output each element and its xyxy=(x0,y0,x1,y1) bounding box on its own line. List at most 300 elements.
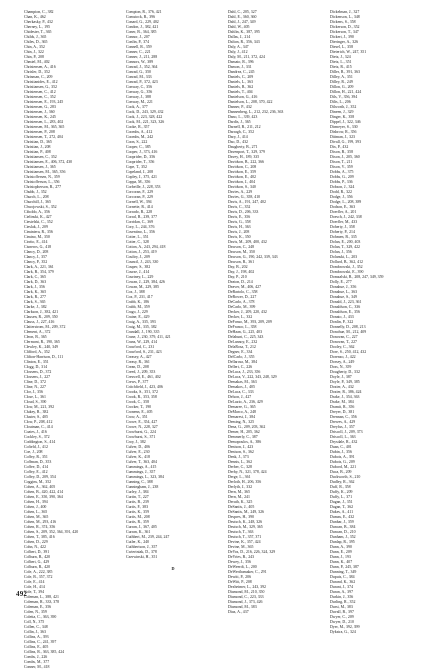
index-entry: Dieterich, W., 247, 351 xyxy=(330,50,367,54)
index-entry: Chin, A., 352 xyxy=(24,45,45,49)
index-entry: Chin, P., 208 xyxy=(24,55,44,59)
index-entry: Coleman, E., 356 xyxy=(24,605,52,609)
index-entry: Demakas, M., 363 xyxy=(228,380,257,384)
index-entry: Dubois, G., 209 xyxy=(330,460,355,464)
index-entry: Christian, P., 408 xyxy=(24,150,51,154)
index-entry: Cunningham, J., 238 xyxy=(126,485,159,489)
index-entry: Curtis, B., 239 xyxy=(126,500,149,504)
index-entry: Churchill, J., 365 xyxy=(24,200,51,204)
index-entry: Cisneros, G., 418 xyxy=(24,245,52,249)
index-entry: Clow, M., 221, 392 xyxy=(24,405,55,409)
index-entry: Christensen, P., 208 xyxy=(24,130,55,134)
index-entry: Damato, R., 396 xyxy=(228,60,254,64)
index-entry: Dawson, M., 350 xyxy=(228,250,255,254)
index-entry: Coultry, J., 209 xyxy=(126,255,150,259)
index-entry: Damon, J., 331 xyxy=(228,65,252,69)
index-entry: DeSantis, J., 405 xyxy=(228,505,255,509)
index-entry: Doherty, J., 358 xyxy=(330,225,355,229)
index-entry: DeFonso, M., 393, 209, 209 xyxy=(228,320,272,324)
index-entry: Davis, A., 191, 247, 402 xyxy=(228,200,266,204)
index-entry: Dano, L., 339, 423 xyxy=(228,115,258,119)
index-entry: Diamond, C., 223, 333 xyxy=(228,595,264,599)
index-entry: Dobbs, P., 336 xyxy=(330,180,353,184)
index-entry: Culver, K., 418 xyxy=(126,455,150,459)
index-entry: Durkin, J., 356 xyxy=(330,595,354,599)
index-entry: Curtin, T., 227 xyxy=(126,495,149,499)
index-entry: Clossens, J., 227 xyxy=(24,375,51,379)
index-entry: Dugan, J., 351 xyxy=(330,500,353,504)
index-entry: Dugan, T., 362 xyxy=(330,505,354,509)
index-entry: Cooprider, D., 356 xyxy=(126,155,156,159)
index-entry: Crane, J., 230, 379, 411, 421 xyxy=(126,335,171,339)
index-entry: Duff, R., 358 xyxy=(330,485,351,489)
index-entry: Dewitt, P., 206 xyxy=(228,575,252,579)
index-entry: Danner, P., 432 xyxy=(228,105,252,109)
index-entry: Dunn, P., 245, 387 xyxy=(330,565,359,569)
index-entry: Christensen, T., 272, 404 xyxy=(24,135,63,139)
index-entry: Dern, M., 365 xyxy=(228,490,250,494)
index-entry: Coffman, D., 353 xyxy=(24,460,52,464)
index-entry: Dubin, J., 356 xyxy=(330,450,352,454)
index-entry: Clukey, R., 382 xyxy=(24,410,49,414)
index-entry: Davis, H., 363 xyxy=(228,225,251,229)
index-entry: Clermont, R., 190, 365 xyxy=(24,340,60,344)
index-entry: Dodd, R., 322 xyxy=(330,190,352,194)
index-entry: Denison, S., 362 xyxy=(228,450,254,454)
index-entry: Dougherty, D., 332 xyxy=(330,370,360,374)
index-entry: Corridan, C., 369 xyxy=(126,220,154,224)
index-column-1 xyxy=(24,10,118,669)
index-entry: Conway, M., 221 xyxy=(126,100,153,104)
index-entry: Diamond, M., 383 xyxy=(228,605,257,609)
index-entry: Conway, J., 388 xyxy=(126,95,151,99)
index-entry: Cieslak, J., 209 xyxy=(24,225,48,229)
index-entry: Coates, J., 416 xyxy=(24,430,47,434)
index-entry: Dickens, S., 358 xyxy=(330,20,356,24)
index-entry: Corral, R., 239, 377 xyxy=(126,215,158,219)
index-entry: Cummings, J., 357 xyxy=(126,470,156,474)
index-entry: Demakos, J., 405 xyxy=(228,385,255,389)
index-entry: Daly, J., 412 xyxy=(228,50,248,54)
index-entry: Ciboldo, A., 356 xyxy=(24,210,50,214)
index-entry: DeLuca, V., 222, 343, 248, 329 xyxy=(228,375,277,379)
index-entry: Cotton, J., 253, 419 xyxy=(126,250,157,254)
index-entry: Chrisman, C., 209 xyxy=(24,75,53,79)
index-entry: Denison, J., 423 xyxy=(228,445,254,449)
index-entry: Cook, J., 223, 328, 422 xyxy=(126,115,163,119)
index-entry: Dickenson, L., 348 xyxy=(330,15,360,19)
index-entry: Cole, A., 222, 385 xyxy=(24,570,53,574)
index-entry: Colbert, G., 429 xyxy=(24,560,50,564)
index-entry: Dillon, H., 221, 424 xyxy=(330,90,362,94)
index-entry: Decker, J., 209, 220, 432 xyxy=(228,310,267,314)
index-entry: Cuthbertson, J., 357 xyxy=(126,545,158,549)
index-entry: Diesel, L., 358 xyxy=(330,45,354,49)
index-entry: Curtis, K., 359 xyxy=(126,510,150,514)
index-entry: Domzalski, B., 208, 247, 349, 359 xyxy=(330,275,384,279)
index-entry: Curtis, R., 359 xyxy=(126,520,149,524)
index-entry: Cunning, C., 388 xyxy=(126,480,153,484)
index-entry: Champion, C., 382 xyxy=(24,10,54,14)
index-entry: Clow, P., 208, 412 xyxy=(24,420,53,424)
index-entry: Doerfler, A., 201 xyxy=(330,210,357,214)
index-entry: Crabb, M., 359 xyxy=(126,305,150,309)
index-entry: DeWerthamaker, C., 291 xyxy=(228,570,267,574)
index-entry: Delson, J., 427 xyxy=(228,395,252,399)
index-entry: Colburn, R., 420 xyxy=(24,565,51,569)
index-entry: Daniels, T., 404 xyxy=(228,90,253,94)
index-entry: Cohen, H., 394 xyxy=(24,500,48,504)
index-entry: Crooks, S., 351, 372 xyxy=(126,390,158,394)
index-entry: Cummings, L., 323, 384 xyxy=(126,475,164,479)
index-entry: Cline, N., 227 xyxy=(24,385,46,389)
index-entry: Dennis, L., 362 xyxy=(228,460,253,464)
index-entry: Childs, J., 365 xyxy=(24,35,47,39)
index-entry: Coffee, D., 414 xyxy=(24,465,49,469)
index-entry: Clark, C., 365 xyxy=(24,275,46,279)
index-entry: Dillon, G., 209 xyxy=(330,85,354,89)
index-entry: Dawson, G., 190, 242, 339, 343 xyxy=(228,255,278,259)
index-entry: DelaRosa, T., 212 xyxy=(228,345,256,349)
index-entry: Davis, J., 208 xyxy=(228,230,250,234)
index-entry: Compton, R., 376, 421 xyxy=(126,10,162,14)
index-entry: Craig, A., 335, 393 xyxy=(126,320,156,324)
index-entry: Dary, J., 414 xyxy=(228,135,248,139)
index-entry: Collins, A., 393 xyxy=(24,635,49,639)
index-entry: Dobbs, A., 375 xyxy=(330,170,354,174)
index-entry: Daniels, R., 362 xyxy=(228,85,254,89)
index-entry: Collins, R., 363, 385, 424 xyxy=(24,650,65,654)
index-entry: Derlyth, J., 332 xyxy=(228,485,253,489)
index-entry: DeLannoy, E., 232 xyxy=(228,340,258,344)
index-entry: Dawson, C., 248 xyxy=(228,245,255,249)
index-entry: Cornell, W., 394 xyxy=(126,200,152,204)
index-entry: Divall, G., 199, 393 xyxy=(330,140,362,144)
index-entry: Durand, K., 362 xyxy=(330,580,356,584)
index-entry: Connor, J., 207 xyxy=(126,35,150,39)
index-entry: Derber, C., 328 xyxy=(228,465,252,469)
index-entry: DeWeerdt, L., 200 xyxy=(228,565,257,569)
index-entry: Dils, V., 356, 394 xyxy=(330,95,358,99)
index-entry: Colen, N., 359 xyxy=(24,610,47,614)
index-entry: Colbert, D., 391 xyxy=(24,550,50,554)
index-entry: Collen, C., 348 xyxy=(24,625,48,629)
index-entry: Clark, A., 221, 361 xyxy=(24,265,54,269)
index-entry: Clark, S., 365 xyxy=(24,300,46,304)
index-entry: Cook, D., 243, 329, 432 xyxy=(126,110,164,114)
index-entry: Crowhurst, S., 371 xyxy=(126,435,156,439)
index-entry: Duran, A., 397 xyxy=(330,590,354,594)
index-entry: Connell, R., 359 xyxy=(126,45,152,49)
index-entry: Duvall, B., 397 xyxy=(330,610,354,614)
index-entry: Dexheimer, L., 243, 392 xyxy=(228,585,266,589)
index-entry: Cronenn, E., 405 xyxy=(126,410,153,414)
index-entry: Coffey, D., 209, 354 xyxy=(24,475,56,479)
index-entry: Donato, J., 433 xyxy=(330,315,354,319)
index-entry: Cohen, M., 365 xyxy=(24,515,49,519)
index-entry: Dixon, V., 359 xyxy=(330,165,353,169)
index-entry: Conner, J., 211, 288 xyxy=(126,55,158,59)
index-entry: Deutsch, K., 248, 326 xyxy=(228,520,263,524)
index-entry: Colburn, B., 420 xyxy=(24,555,51,559)
index-entry: Dolan, E., 200, 403 xyxy=(330,240,361,244)
index-entry: Crawford, S., 231, 423 xyxy=(126,350,162,354)
index-entry: Coffey, E., 412 xyxy=(24,470,48,474)
index-entry: Deutsch, T., 363 xyxy=(228,530,254,534)
index-entry: Connors, W., 389 xyxy=(126,60,154,64)
index-column-4 xyxy=(330,10,424,634)
index-entry: Cotter, L., 351 xyxy=(126,235,149,239)
index-entry: Clancy, P., 352 xyxy=(24,260,48,264)
index-entry: Conlin, P., 374 xyxy=(126,40,150,44)
index-entry: Dozier, R., 386, 424 xyxy=(330,390,362,394)
index-entry: Dunn, K., 407 xyxy=(330,560,353,564)
index-entry: Dreyer, D., 381 xyxy=(330,410,355,414)
index-entry: Chan, K., 462 xyxy=(24,15,46,19)
index-entry: Coffey, R., 351 xyxy=(24,455,48,459)
index-entry: Diller, R., 391, 363 xyxy=(330,70,360,74)
index-entry: Cotton, A., 243, 294, 418 xyxy=(126,245,166,249)
index-entry: Dunn, E., 209 xyxy=(330,550,352,554)
index-entry: Daniels, C., 209 xyxy=(228,75,254,79)
index-entry: Couper, S., 382 xyxy=(126,265,151,269)
index-entry: Davis, C., 352 xyxy=(228,205,251,209)
index-entry: Dao, D., 432 xyxy=(228,140,248,144)
index-entry: DeMarco, A., 248 xyxy=(228,410,256,414)
index-entry: Cox, P., 231, 417 xyxy=(126,295,153,299)
index-entry: Dern, M., 241 xyxy=(228,495,250,499)
index-entry: Duncan, B., 384 xyxy=(330,525,356,529)
index-entry: Creasey, A., 427 xyxy=(126,355,152,359)
index-entry: Davey, H., 189, 335 xyxy=(228,155,260,159)
index-entry: Cohen, B., 420, 422, 414 xyxy=(24,490,64,494)
index-entry: Conrad, M., 333 xyxy=(126,75,152,79)
index-entry: Culver, E., 230 xyxy=(126,450,150,454)
index-entry: Dewey, J., 356 xyxy=(228,560,251,564)
page-number: 492 xyxy=(16,590,28,598)
index-entry: Chin, J., 322 xyxy=(24,50,44,54)
index-entry: Crook, C., 358 xyxy=(126,400,150,404)
index-entry: Dena, G., 209, 203, 362 xyxy=(228,425,266,429)
index-entry: Drake, M., 384 xyxy=(330,400,354,404)
index-entry: Davis, D., 206, 333 xyxy=(228,210,259,214)
index-entry: Dahlin, K., 387, 395 xyxy=(228,30,260,34)
index-entry: Dombrowski, E., 390 xyxy=(330,270,364,274)
index-entry: Dore, S., 250, 412, 432 xyxy=(330,350,367,354)
index-entry: Christensen, G., 283 xyxy=(24,105,56,109)
index-entry: Deutsch, M., 329, 365 xyxy=(228,525,263,529)
index-entry: Cole, T., 394 xyxy=(24,590,45,594)
index-entry: Coppa, M., 356 xyxy=(126,180,151,184)
index-entry: Conrad, P., 372, 423 xyxy=(126,80,158,84)
index-entry: Derby, N., 321, 378, 424 xyxy=(228,470,267,474)
index-entry: Cimino, M., 350 xyxy=(24,235,50,239)
index-entry: Daly, A., 347 xyxy=(228,45,249,49)
index-entry: Conner, C., 221 xyxy=(126,50,151,54)
index-entry: Dirmeyer, S., 330 xyxy=(330,125,358,129)
index-entry: Cockley, S., 372 xyxy=(24,435,50,439)
index-entry: Comstock, R., 396 xyxy=(126,15,156,19)
index-entry: Dubord, M., 221 xyxy=(330,465,357,469)
index-entry: Chmiel, M., 402 xyxy=(24,60,50,64)
index-entry: Davis, K., 350 xyxy=(228,235,251,239)
index-entry: Christensen, M., 365, 365 xyxy=(24,125,65,129)
index-entry: Deaton, D., 214 xyxy=(228,280,253,284)
index-entry: Cole, H., 414 xyxy=(24,585,45,589)
index-entry: Dodge, J., 356 xyxy=(330,195,353,199)
index-entry: Cotter, C., 328 xyxy=(126,240,149,244)
index-entry: Cluster, S., 405 xyxy=(24,415,48,419)
index-entry: Cole, E., 414 xyxy=(24,580,45,584)
index-entry: Dahl, E., 360, 360 xyxy=(228,15,257,19)
index-entry: Coll, N., 375 xyxy=(24,620,45,624)
index-entry: Dobbs, G., 209 xyxy=(330,175,354,179)
index-entry: Crews, P., 377 xyxy=(126,380,149,384)
index-entry: Dippel, J., 322, 346 xyxy=(330,120,361,124)
index-entry: Day, J., 198, 402 xyxy=(228,270,255,274)
index-entry: Combs, J., 226 xyxy=(24,655,48,659)
index-entry: Duffy, K., 209 xyxy=(330,490,353,494)
index-entry: Cutler, K., 240 xyxy=(126,540,150,544)
index-entry: Cohen, E., 350, 390, 364 xyxy=(24,495,63,499)
index-entry: Christensen, E., 193, 245 xyxy=(24,100,64,104)
index-entry: Dykstra, G., 324 xyxy=(330,630,356,634)
index-entry: Doyle, P., 349, 385 xyxy=(330,380,360,384)
index-entry: Chubb, J., 352 xyxy=(24,190,47,194)
index-entry: Chrisler, D., 352 xyxy=(24,70,50,74)
index-entry: Devine, K., 357, 424 xyxy=(228,540,261,544)
index-entry: Cherkasky, P., 432 xyxy=(24,20,53,24)
index-entry: Coddington, S., 414 xyxy=(24,440,56,444)
index-entry: Doerfler, M., 433 xyxy=(330,220,358,224)
index-entry: Cohen, L., 365 xyxy=(24,510,48,514)
index-entry: Curtis, F., 383 xyxy=(126,505,149,509)
index-entry: Christopherson, R., 277 xyxy=(24,185,62,189)
index-entry: Culver, T., 363, 404 xyxy=(126,460,157,464)
index-entry: Dreyfus, J., 357 xyxy=(330,425,355,429)
index-entry: Czerwinski, H., 351 xyxy=(126,555,158,559)
index-entry: Dukes, A., 411 xyxy=(330,510,354,514)
index-entry: Clark, J., 356 xyxy=(24,285,45,289)
index-entry: Dooley, C., 362 xyxy=(330,345,355,349)
index-entry: Dahl, J., 247, 349 xyxy=(228,20,256,24)
index-entry: Dinger, K., 358 xyxy=(330,115,355,119)
index-entry: Dietz, R., 415 xyxy=(330,65,352,69)
index-entry: Dunbar, J., 359 xyxy=(330,520,354,524)
index-entry: Doesch, J., 242, 338 xyxy=(330,215,362,219)
index-entry: Church, L., 208 xyxy=(24,195,49,199)
index-entry: Dahl, C., 205, 327 xyxy=(228,10,257,14)
index-entry: Donaldson, C., 336 xyxy=(330,305,361,309)
index-entry: DeSantis, M., 249, 326 xyxy=(228,510,264,514)
index-entry: Deaver, M., 406, 427 xyxy=(228,285,262,289)
index-entry: Daniels, L., 363 xyxy=(228,80,253,84)
index-entry: Donohue, M., 212, 409 xyxy=(330,330,367,334)
index-entry: Cook, M., 221, 323, 326 xyxy=(126,120,165,124)
index-entry: Crabb, K., 186 xyxy=(126,300,150,304)
index-entry: Davidson, E., 402 xyxy=(228,175,256,179)
index-entry: Cohen, D., 229 xyxy=(24,540,48,544)
index-entry: Devine, M., 365 xyxy=(228,545,254,549)
index-entry: Clark, B., 354, 379 xyxy=(24,270,54,274)
index-entry: Clauss, J., 227, 416 xyxy=(24,320,55,324)
index-entry: Culver, D., 406 xyxy=(126,445,150,449)
index-entry: Curran, J., 367, 405 xyxy=(126,525,157,529)
index-entry: Clancy, D., 208 xyxy=(24,250,49,254)
index-entry: Christian, J., 208 xyxy=(24,145,51,149)
index-entry: DeBartolo, C., 358 xyxy=(228,290,258,294)
index-entry: DeVos, D., 216, 226, 324, 329 xyxy=(228,550,276,554)
index-entry: Davidson, E., 359 xyxy=(228,170,256,174)
index-entry: Drewes, A., 429 xyxy=(330,420,356,424)
index-entry: Copley, J., 375, 421 xyxy=(126,175,157,179)
index-entry: Christensen, J., 360 xyxy=(24,110,55,114)
index-entry: Day, B., 202 xyxy=(228,265,248,269)
index-entry: Cohen, M., 293, 416 xyxy=(24,520,57,524)
index-entry: Davidson, J., 404 xyxy=(228,180,256,184)
index-entry: Cohen, R., 374, 356 xyxy=(24,525,56,529)
index-entry: Dolly, E., 277 xyxy=(330,280,352,284)
index-entry: DeFranco, L., 358 xyxy=(228,325,257,329)
index-entry: Donahue, L., 363 xyxy=(330,290,358,294)
index-entry: DelCarlo, J., 355 xyxy=(228,355,255,359)
index-entry: Cline, D., 372 xyxy=(24,380,46,384)
index-entry: DeCarlo, M., 399 xyxy=(228,305,256,309)
index-entry: Cornette, R., 414 xyxy=(126,205,153,209)
index-entry: Donahue, S., 349 xyxy=(330,295,357,299)
index-entry: Cleon, B., 365 xyxy=(24,335,47,339)
index-entry: Conrad, J., 352, 364 xyxy=(126,65,158,69)
index-entry: Davis, M., 209, 400, 432 xyxy=(228,240,267,244)
index-entry: Cohen, S., 209, 352, 364, 391, 420 xyxy=(24,530,79,534)
index-entry: Dolan, J., 356 xyxy=(330,250,352,254)
index-entry: Clausen, R., 209, 350 xyxy=(24,315,58,319)
index-entry: Drake, J., 354, 363 xyxy=(330,395,360,399)
index-entry: Dramit, R., 356 xyxy=(330,405,355,409)
index-entry: Durst, M., 383 xyxy=(330,605,353,609)
index-entry: Despres, H., 390 xyxy=(228,515,255,519)
index-entry: Courtney, L., 229 xyxy=(126,275,154,279)
index-entry: Corbeille, J., 228, 353 xyxy=(126,185,161,189)
index-entry: Conrad, G., 350 xyxy=(126,70,151,74)
index-entry: Demmerly, C., 387 xyxy=(228,435,258,439)
index-entry: Conner, M., 418 xyxy=(24,665,50,669)
index-entry: Christensen, C., 412 xyxy=(24,90,56,94)
index-entry: Dandrea, C., 245 xyxy=(228,70,255,74)
index-entry: Christiansen, E., 406, 372, 430 xyxy=(24,160,73,164)
index-entry: Cohn, N., 422 xyxy=(24,545,46,549)
index-entry: Dilley, A., 351 xyxy=(330,75,353,79)
index-entry: Coleman, L., 388, 421 xyxy=(24,595,59,599)
index-entry: Crowe, E., 354, 427 xyxy=(126,420,158,424)
index-entry: Dudley, R., 362 xyxy=(330,480,355,484)
index-entry: Dannenberg, L., 212, 232, 236, 363 xyxy=(228,110,284,114)
index-entry: Creswell, E., 461, 402 xyxy=(126,375,161,379)
index-entry: Dunn, A., 390 xyxy=(330,545,352,549)
index-entry: Condon, J., 382, 421 xyxy=(126,25,159,29)
index-entry: Deruth, K., 325 xyxy=(228,500,253,504)
index-entry: Combs, M., 377 xyxy=(24,660,50,664)
index-entry: Cloud, S., 390 xyxy=(24,400,47,404)
index-entry: Dahl, W., 405 xyxy=(228,25,250,29)
index-entry: Dickerson, D., 352 xyxy=(330,25,360,29)
index-entry: Donnelly, D., 208, 213 xyxy=(330,325,366,329)
index-entry: Duncan, D., 210 xyxy=(330,530,356,534)
index-entry: Driscoll, J., 209, 373 xyxy=(330,430,363,434)
index-entry: Collins, E., 405 xyxy=(24,645,49,649)
index-entry: Cohen, T., 385, 416 xyxy=(24,535,55,539)
index-entry: Craig, M., 335, 382 xyxy=(126,325,157,329)
